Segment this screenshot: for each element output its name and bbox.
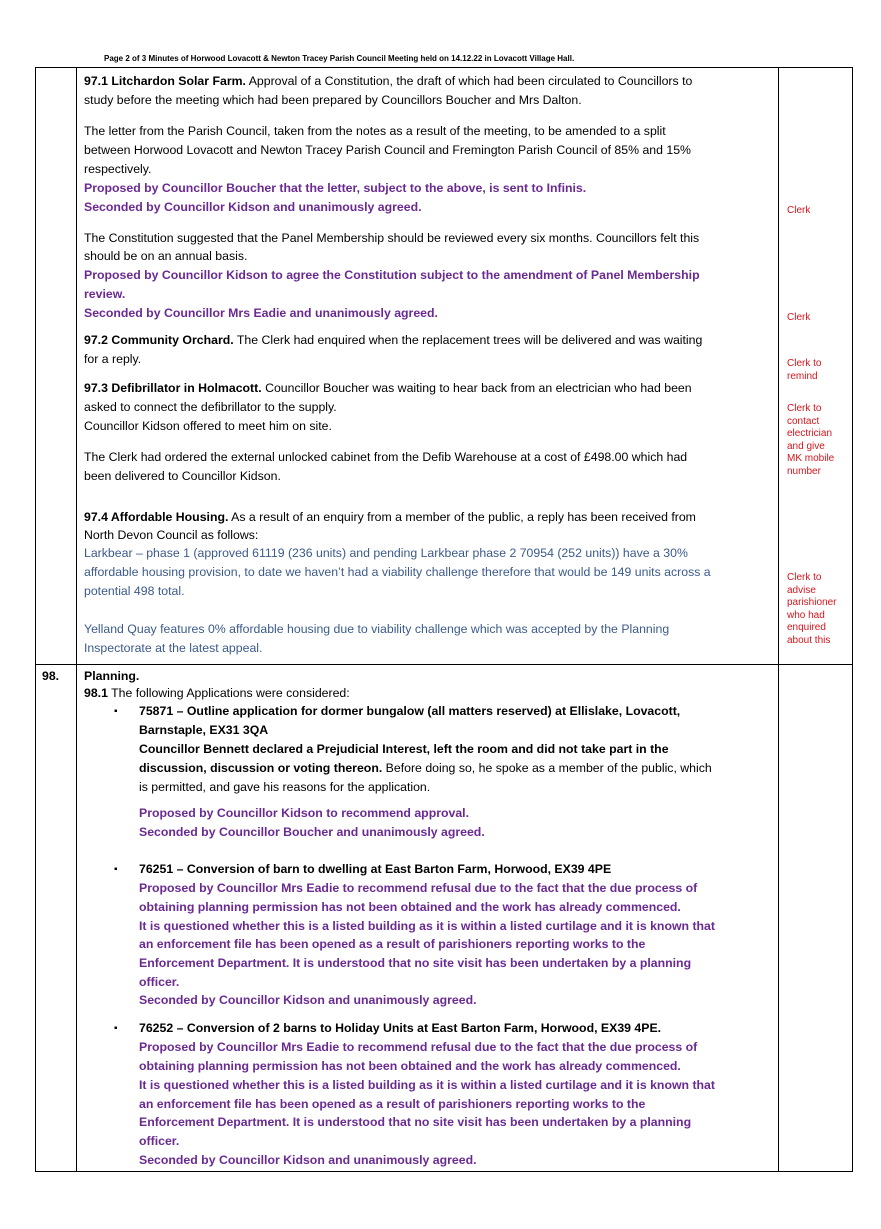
- action-line: number: [787, 465, 821, 477]
- quoted-reply: affordable housing provision, to date we haven’t had a viability challenge therefore that would be 149 units across a: [84, 565, 711, 579]
- item-97-1-line2: study before the meeting which had been prepared by Councillors Boucher and Mrs Dalton.: [84, 93, 582, 107]
- action-line: Clerk to: [787, 572, 822, 583]
- action-note: [787, 403, 834, 478]
- paragraph-text: for a reply.: [84, 352, 142, 366]
- action-line: Clerk to: [787, 403, 822, 414]
- proposal-text: officer.: [139, 1134, 180, 1148]
- action-line: who had: [787, 609, 825, 621]
- bullet-icon: ▪: [114, 864, 118, 875]
- action-line: about this: [787, 634, 831, 646]
- quoted-reply: Inspectorate at the latest appeal.: [84, 641, 263, 655]
- paragraph-text: The Constitution suggested that the Panel Membership should be reviewed every six months. Councillors felt this: [84, 231, 700, 245]
- item-97-2-line1: 97.2 Community Orchard. The Clerk had enquired when the replacement trees will be delivered and was waiting: [84, 333, 703, 347]
- declaration-text: Councillor Bennett declared a Prejudicial Interest, left the room and did not take part in the: [139, 742, 669, 756]
- proposal-text: Proposed by Councillor Boucher that the letter, subject to the above, is sent to Infinis.: [84, 181, 587, 195]
- paragraph-text: should be on an annual basis.: [84, 249, 248, 263]
- sub-item-98-1: 98.1 The following Applications were considered:: [84, 686, 350, 700]
- page-header: Page 2 of 3 Minutes of Horwood Lovacott & Newton Tracey Parish Council Meeting held on 14.12.22 in Lovacott Village Hall.: [104, 54, 575, 63]
- application-title: 75871 – Outline application for dormer bungalow (all matters reserved) at Ellislake, Lovacott,: [139, 704, 681, 718]
- declaration-text: is permitted, and gave his reasons for the application.: [139, 780, 431, 794]
- proposal-text: Proposed by Councillor Kidson to recommend approval.: [139, 806, 470, 820]
- proposal-text: Proposed by Councillor Mrs Eadie to recommend refusal due to the fact that the due process of: [139, 881, 698, 895]
- action-line: Clerk to: [787, 358, 822, 369]
- action-line: enquired: [787, 622, 826, 633]
- action-line: remind: [787, 370, 818, 382]
- section-title: Planning.: [84, 669, 140, 683]
- paragraph-text: Councillor Kidson offered to meet him on site.: [84, 419, 332, 433]
- item-number: 98.: [42, 669, 60, 683]
- proposal-text: obtaining planning permission has not been obtained and the work has already commenced.: [139, 900, 681, 914]
- proposal-text: Enforcement Department. It is understood that no site visit has been undertaken by a planning: [139, 1115, 692, 1129]
- proposal-text: It is questioned whether this is a listed building as it is within a listed curtilage and it is known that: [139, 1078, 715, 1092]
- action-line: and give: [787, 440, 825, 452]
- paragraph-text: North Devon Council as follows:: [84, 528, 259, 542]
- action-note: Clerk: [787, 205, 811, 216]
- paragraph-text: asked to connect the defibrillator to the supply.: [84, 400, 337, 414]
- action-line: advise: [787, 584, 816, 596]
- paragraph-text: been delivered to Councillor Kidson.: [84, 469, 281, 483]
- paragraph-text: The Clerk had ordered the external unlocked cabinet from the Defib Warehouse at a cost of £498.00 which had: [84, 450, 688, 464]
- seconded-text: Seconded by Councillor Kidson and unanimously agreed.: [84, 200, 422, 214]
- seconded-text: Seconded by Councillor Kidson and unanimously agreed.: [139, 993, 477, 1007]
- action-note: [787, 358, 821, 383]
- column-divider-action: [778, 68, 779, 1171]
- action-note: [787, 572, 836, 647]
- action-line: electrician: [787, 428, 833, 439]
- seconded-text: Seconded by Councillor Kidson and unanimously agreed.: [139, 1153, 477, 1167]
- action-note: Clerk: [787, 312, 811, 323]
- quoted-reply: Larkbear – phase 1 (approved 61119 (236 units) and pending Larkbear phase 2 70954 (252 units)) have a 30%: [84, 546, 688, 560]
- quoted-reply: potential 498 total.: [84, 584, 185, 598]
- bullet-icon: ▪: [114, 706, 118, 717]
- action-line: MK mobile: [787, 453, 835, 464]
- proposal-text: Proposed by Councillor Kidson to agree the Constitution subject to the amendment of Panel Membership: [84, 268, 700, 282]
- declaration-text: discussion, discussion or voting thereon. Before doing so, he spoke as a member of the public, which: [139, 761, 712, 775]
- proposal-text: review.: [84, 287, 126, 301]
- item-97-4-line1: 97.4 Affordable Housing. As a result of an enquiry from a member of the public, a reply has been received from: [84, 510, 696, 524]
- quoted-reply: Yelland Quay features 0% affordable housing due to viability challenge which was accepted by the Planning: [84, 622, 670, 636]
- seconded-text: Seconded by Councillor Boucher and unanimously agreed.: [139, 825, 485, 839]
- row-divider: [36, 664, 852, 665]
- item-97-1-line1: 97.1 Litchardon Solar Farm. Approval of a Constitution, the draft of which had been circulated to Councillors to: [84, 74, 693, 88]
- proposal-text: It is questioned whether this is a listed building as it is within a listed curtilage and it is known that: [139, 919, 715, 933]
- bullet-icon: ▪: [114, 1023, 118, 1034]
- proposal-text: obtaining planning permission has not been obtained and the work has already commenced.: [139, 1059, 681, 1073]
- action-line: parishioner: [787, 597, 837, 608]
- application-title: 76251 – Conversion of barn to dwelling at East Barton Farm, Horwood, EX39 4PE: [139, 862, 612, 876]
- proposal-text: an enforcement file has been opened as a result of parishioners reporting works to the: [139, 1097, 646, 1111]
- column-divider-number: [76, 68, 77, 1171]
- proposal-text: Proposed by Councillor Mrs Eadie to recommend refusal due to the fact that the due process of: [139, 1040, 698, 1054]
- item-97-3-line1: 97.3 Defibrillator in Holmacott. Councillor Boucher was waiting to hear back from an electrician who had been: [84, 381, 692, 395]
- paragraph-text: The letter from the Parish Council, taken from the notes as a result of the meeting, to be amended to a split: [84, 124, 666, 138]
- action-line: contact: [787, 415, 820, 427]
- application-title: Barnstaple, EX31 3QA: [139, 723, 269, 737]
- paragraph-text: between Horwood Lovacott and Newton Tracey Parish Council and Fremington Parish Council of 85% and 15%: [84, 143, 691, 157]
- proposal-text: an enforcement file has been opened as a result of parishioners reporting works to the: [139, 937, 646, 951]
- paragraph-text: respectively.: [84, 162, 152, 176]
- proposal-text: officer.: [139, 975, 180, 989]
- proposal-text: Enforcement Department. It is understood that no site visit has been undertaken by a planning: [139, 956, 692, 970]
- seconded-text: Seconded by Councillor Mrs Eadie and unanimously agreed.: [84, 306, 438, 320]
- application-title: 76252 – Conversion of 2 barns to Holiday Units at East Barton Farm, Horwood, EX39 4PE.: [139, 1021, 662, 1035]
